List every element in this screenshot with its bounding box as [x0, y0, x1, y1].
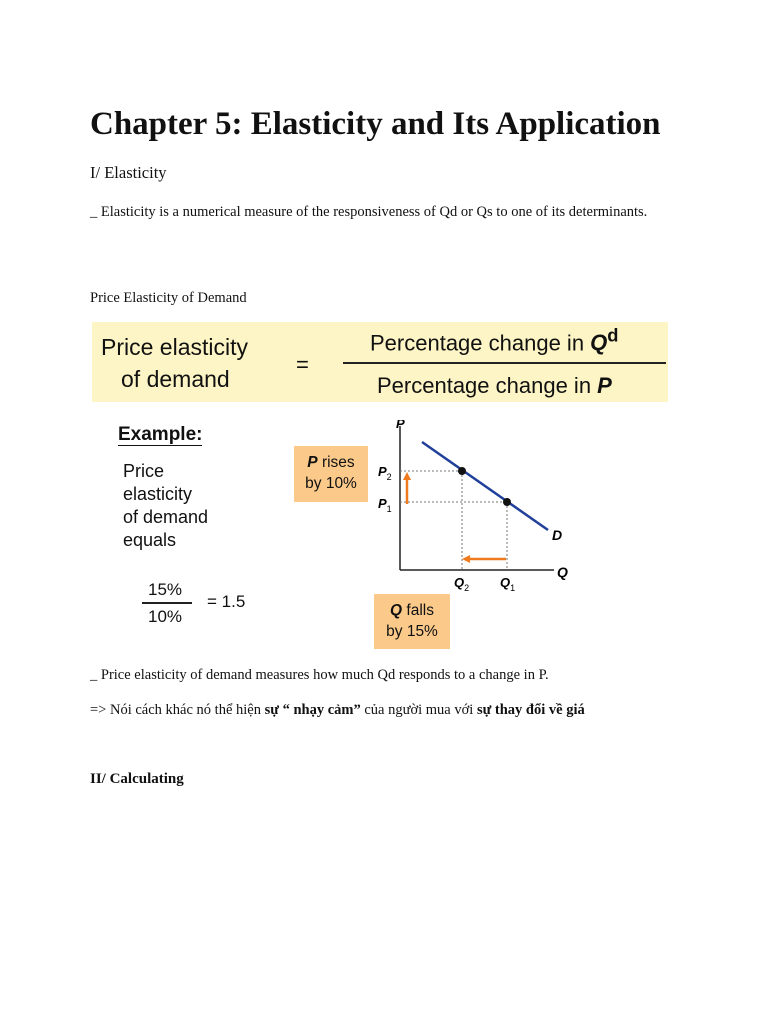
- formula-left-line1: Price elasticity: [101, 334, 248, 360]
- x-axis-label: Q: [557, 564, 568, 580]
- example-numerator: 15%: [148, 580, 183, 599]
- formula-numerator-sup: d: [607, 325, 619, 346]
- note-bold-1: sự “ nhạy cảm”: [264, 702, 361, 718]
- ped-vietnamese-note: [90, 702, 585, 719]
- formula-numerator: [370, 325, 619, 356]
- formula-equals: =: [296, 352, 309, 377]
- example-text-line: of demand: [123, 507, 209, 527]
- example-denominator: 10%: [148, 607, 183, 626]
- section-heading-elasticity: I/ Elasticity: [90, 163, 167, 182]
- quantity-var: Q: [390, 602, 403, 619]
- price-rises-box: [294, 446, 368, 502]
- quantity-falls-amount: by 15%: [386, 623, 438, 640]
- page-title: Chapter 5: Elasticity and Its Application: [90, 106, 661, 142]
- demand-curve: [422, 442, 548, 530]
- q1-label: $Q_1$: [500, 575, 516, 593]
- formula-denominator: [377, 373, 612, 399]
- q2-label: $Q_2$: [454, 575, 470, 593]
- example-heading: Example:: [118, 424, 203, 445]
- example-result: = 1.5: [207, 592, 246, 611]
- demand-label: D: [552, 527, 563, 543]
- quantity-falls-text: falls: [402, 602, 434, 619]
- example-text-line: elasticity: [123, 484, 193, 504]
- price-rises-amount: by 10%: [305, 475, 357, 492]
- formula-numerator-text: Percentage change in: [370, 330, 591, 356]
- point-p1-q1: [503, 498, 511, 506]
- formula-numerator-var: Q: [590, 330, 608, 356]
- formula-denominator-var: P: [597, 373, 612, 398]
- price-var: P: [307, 454, 318, 471]
- note-text-2: của người mua với: [360, 702, 477, 718]
- formula-left-line2: of demand: [121, 366, 230, 392]
- y-axis-label: P: [396, 420, 405, 431]
- p1-label: $P_1$: [378, 496, 392, 514]
- section-heading-calculating: II/ Calculating: [90, 771, 184, 787]
- example-text-line: Price: [123, 461, 165, 481]
- formula-fraction-line: [343, 362, 666, 364]
- example-text: [123, 460, 283, 552]
- point-p2-q2: [458, 467, 466, 475]
- note-bold-2: sự thay đổi về giá: [476, 702, 585, 718]
- p2-label: $P_2$: [378, 464, 392, 482]
- price-rises-text: rises: [317, 454, 355, 471]
- ped-explanation: _ Price elasticity of demand measures how much Qd responds to a change in P.: [90, 667, 549, 683]
- formula-denominator-text: Percentage change in: [377, 373, 598, 398]
- demand-graph: [372, 420, 582, 600]
- ped-label: Price Elasticity of Demand: [90, 290, 247, 306]
- note-text-1: => Nói cách khác nó thể hiện: [90, 702, 265, 718]
- example-text-line: equals: [123, 530, 177, 550]
- example-fraction-line: [142, 602, 192, 604]
- elasticity-definition: _ Elasticity is a numerical measure of the responsiveness of Qd or Qs to one of its determinants.: [90, 204, 648, 220]
- quantity-falls-box: [374, 594, 450, 649]
